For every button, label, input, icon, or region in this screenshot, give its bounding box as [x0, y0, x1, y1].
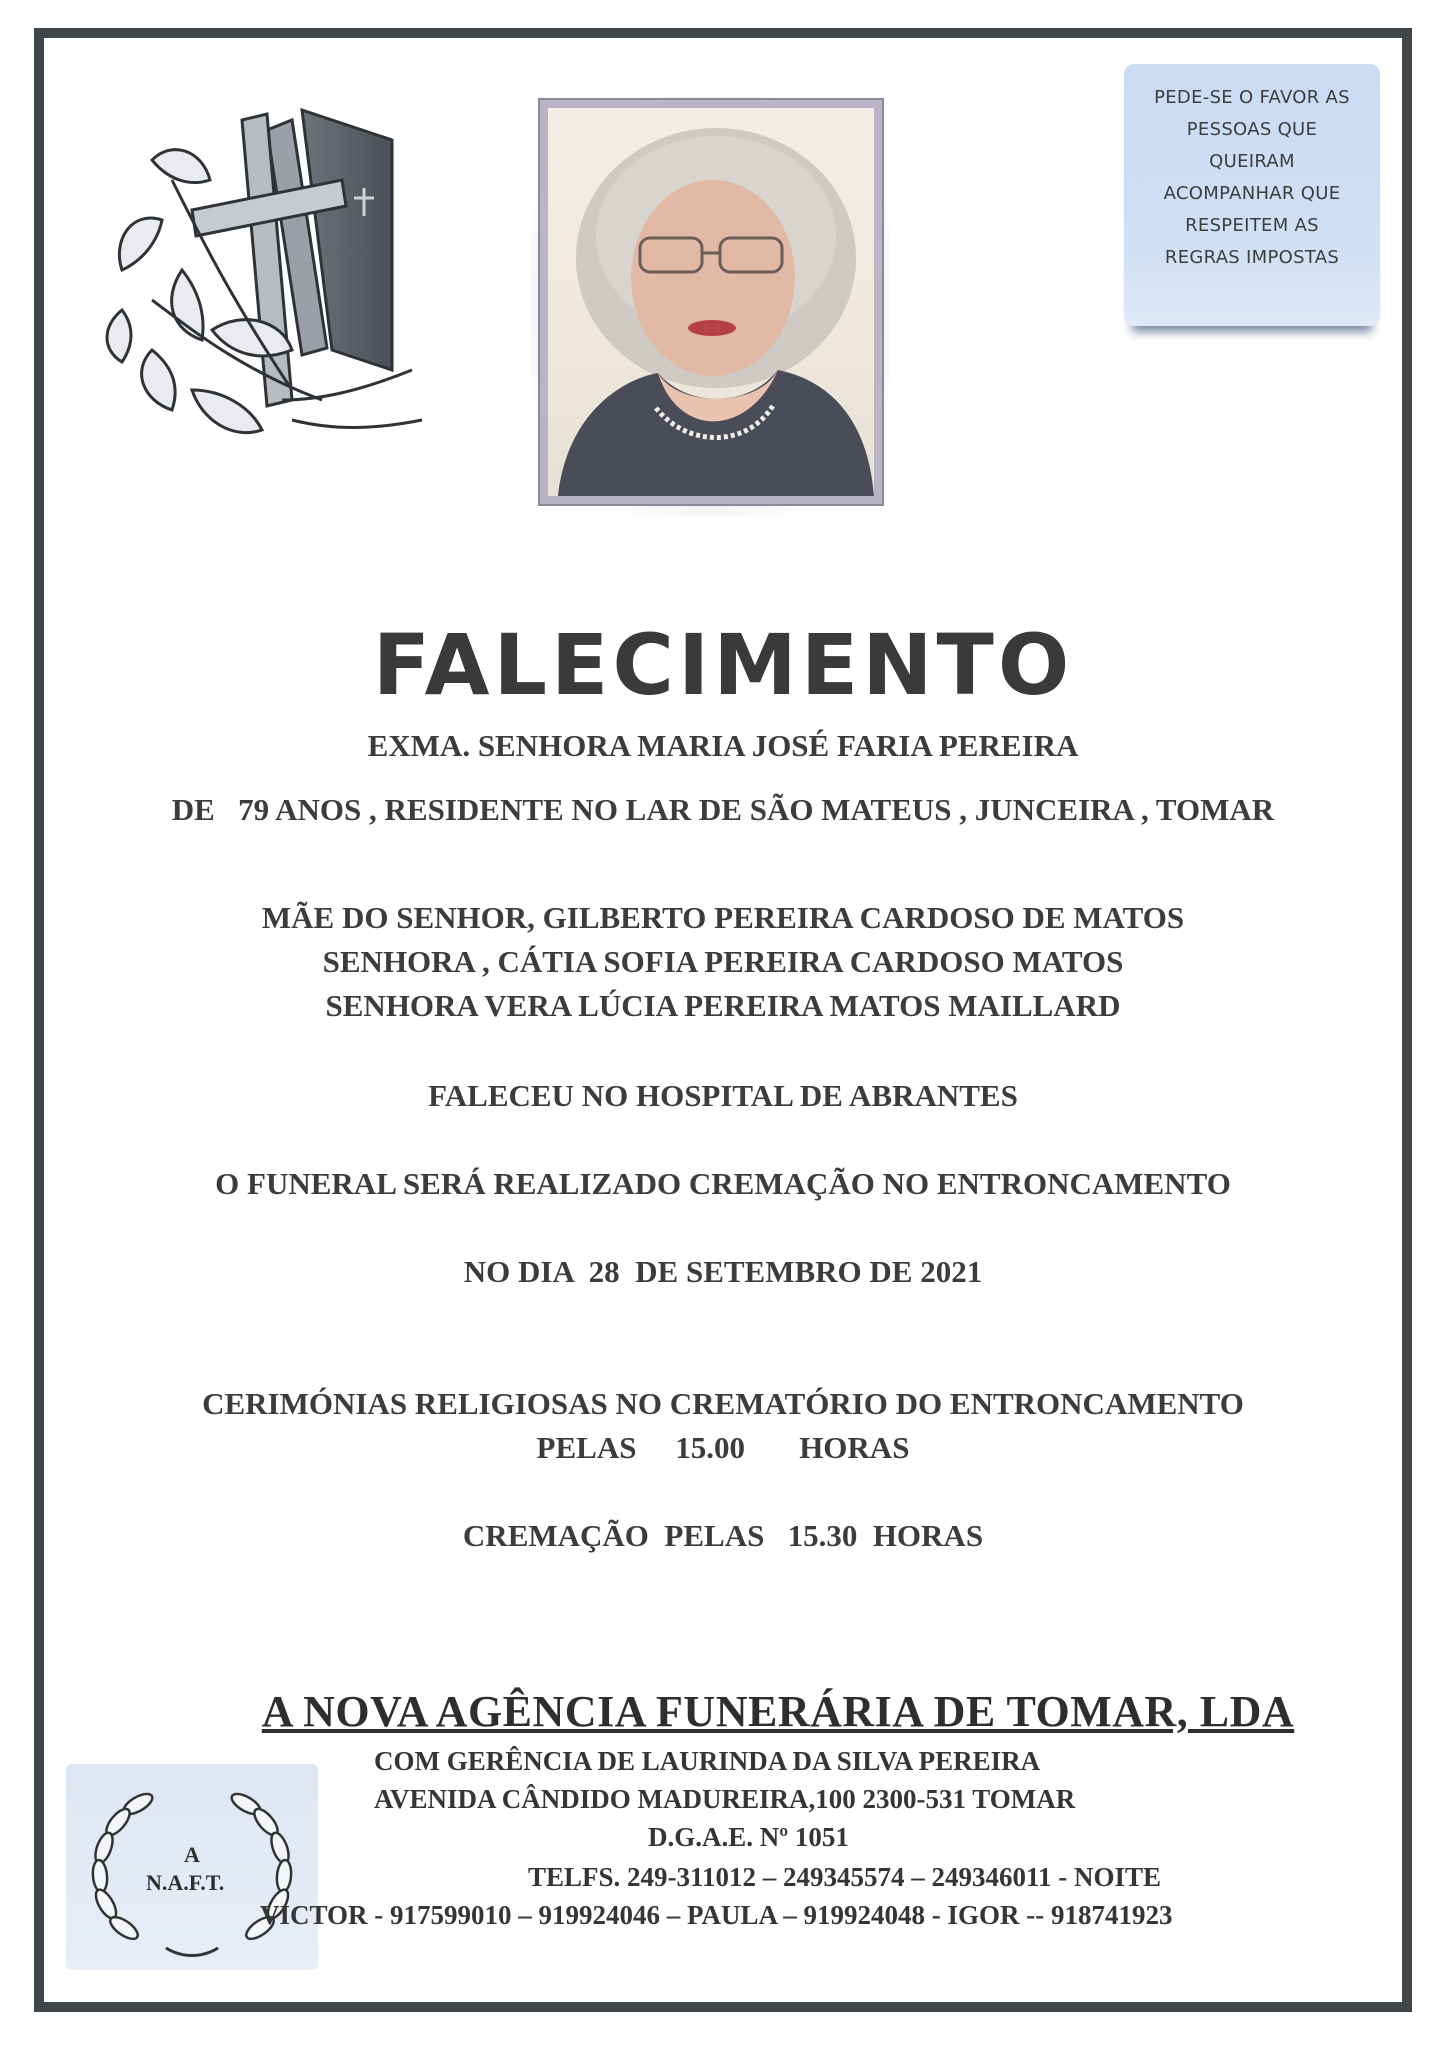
notice-line: RESPEITEM AS	[1185, 215, 1319, 236]
agency-logo	[66, 1764, 318, 1970]
deceased-age-residence: DE 79 ANOS , RESIDENTE NO LAR DE SÃO MATEUS , JUNCEIRA , TOMAR	[171, 792, 1275, 827]
family-line: SENHORA , CÁTIA SOFIA PEREIRA CARDOSO MATOS	[322, 944, 1124, 979]
ceremony-location: CERIMÓNIAS RELIGIOSAS NO CREMATÓRIO DO ENTRONCAMENTO	[202, 1386, 1244, 1421]
agency-address: AVENIDA CÂNDIDO MADUREIRA,100 2300-531 TOMAR	[374, 1784, 1076, 1814]
agency-name: A NOVA AGÊNCIA FUNERÁRIA DE TOMAR, LDA	[261, 1687, 1295, 1736]
notice-text	[1124, 82, 1380, 274]
logo-initials: N.A.F.T.	[146, 1870, 225, 1895]
deceased-name: EXMA. SENHORA MARIA JOSÉ FARIA PEREIRA	[367, 728, 1079, 763]
death-place: FALECEU NO HOSPITAL DE ABRANTES	[428, 1078, 1018, 1113]
logo-letter: A	[184, 1842, 200, 1867]
notice-line: REGRAS IMPOSTAS	[1164, 247, 1340, 268]
funeral-info: O FUNERAL SERÁ REALIZADO CREMAÇÃO NO ENTRONCAMENTO	[215, 1166, 1231, 1201]
agency-manager: COM GERÊNCIA DE LAURINDA DA SILVA PEREIRA	[374, 1746, 1041, 1776]
agency-dgae: D.G.A.E. Nº 1051	[648, 1822, 849, 1852]
portrait-photo	[540, 100, 882, 504]
notice-line: PESSOAS QUE	[1186, 119, 1318, 140]
page-title: FALECIMENTO	[372, 616, 1074, 714]
cross-bible-lilies-icon	[92, 100, 432, 480]
family-line: MÃE DO SENHOR, GILBERTO PEREIRA CARDOSO DE MATOS	[261, 900, 1185, 935]
agency-phones: TELFS. 249-311012 – 249345574 – 249346011 - NOITE	[528, 1862, 1162, 1892]
covid-rules-notice	[1124, 64, 1380, 326]
agency-night-phones: VICTOR - 917599010 – 919924046 – PAULA – 919924048 - IGOR -- 918741923	[260, 1900, 1173, 1930]
cremation-time: CREMAÇÃO PELAS 15.30 HORAS	[462, 1518, 984, 1553]
notice-line: QUEIRAM	[1209, 151, 1295, 172]
family-line: SENHORA VERA LÚCIA PEREIRA MATOS MAILLARD	[325, 988, 1121, 1023]
funeral-date: NO DIA 28 DE SETEMBRO DE 2021	[463, 1254, 983, 1289]
portrait-figure	[548, 108, 874, 496]
notice-line: ACOMPANHAR QUE	[1163, 183, 1341, 204]
notice-line: PEDE-SE O FAVOR AS	[1154, 87, 1350, 108]
ceremony-time: PELAS 15.00 HORAS	[536, 1430, 910, 1465]
